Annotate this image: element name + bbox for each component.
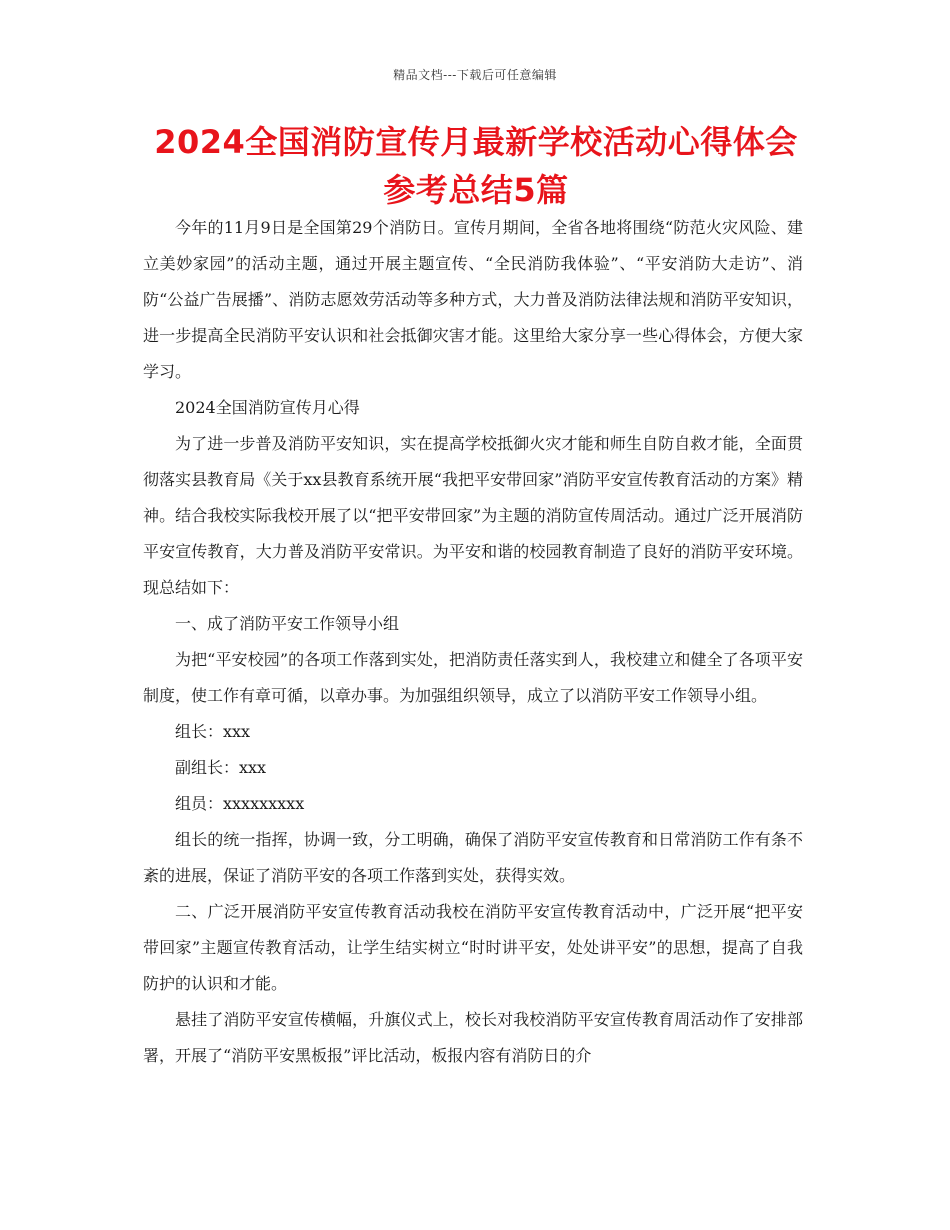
paragraph: 为把“平安校园”的各项工作落到实处，把消防责任落实到人，我校建立和健全了各项平安制度，使工作有章可循，以章办事。为加强组织领导，成立了以消防平安工作领导小组。: [143, 650, 803, 705]
section-heading: 2024全国消防宣传月心得: [175, 398, 360, 417]
paragraph: 悬挂了消防平安宣传横幅，升旗仪式上，校长对我校消防平安宣传教育周活动作了安排部署，开展了“消防平安黑板报”评比活动，板报内容有消防日的介: [143, 1010, 803, 1065]
leader-line: 组长：xxx: [175, 722, 251, 741]
paragraph-intro: 今年的11月9日是全国第29个消防日。宣传月期间，全省各地将围绕“防范火灾风险、建立美妙家园”的活动主题，通过开展主题宣传、“全民消防我体验”、“平安消防大走访”、消防“公益广告展播”、消防志愿效劳活动等多种方式，大力普及消防法律法规和消防平安知识，进一步提高全民消防平安认识和社会抵御灾害才能。这里给大家分享一些心得体会，方便大家学习。: [143, 218, 803, 381]
deputy-leader-line: 副组长：xxx: [175, 758, 267, 777]
members-line: 组员：xxxxxxxxx: [175, 794, 305, 813]
paragraph: 二、广泛开展消防平安宣传教育活动我校在消防平安宣传教育活动中，广泛开展“把平安带回家”主题宣传教育活动，让学生结实树立“时时讲平安，处处讲平安”的思想，提高了自我防护的认识和才能。: [143, 902, 803, 993]
document-body: [143, 210, 803, 1074]
paragraph: 为了进一步普及消防平安知识，实在提高学校抵御火灾才能和师生自防自救才能，全面贯彻落实县教育局《关于xx县教育系统开展“我把平安带回家”消防平安宣传教育活动的方案》精神。结合我校实际我校开展了以“把平安带回家”为主题的消防宣传周活动。通过广泛开展消防平安宣传教育，大力普及消防平安常识。为平安和谐的校园教育制造了良好的消防平安环境。现总结如下：: [143, 434, 803, 597]
paragraph: 组长的统一指挥，协调一致，分工明确，确保了消防平安宣传教育和日常消防工作有条不紊的进展，保证了消防平安的各项工作落到实处，获得实效。: [143, 830, 803, 885]
section-heading: 一、成了消防平安工作领导小组: [175, 614, 400, 633]
document-title: 2024全国消防宣传月最新学校活动心得体会参考总结5篇: [154, 123, 798, 209]
header-note: 精品文档---下载后可任意编辑: [393, 68, 557, 82]
